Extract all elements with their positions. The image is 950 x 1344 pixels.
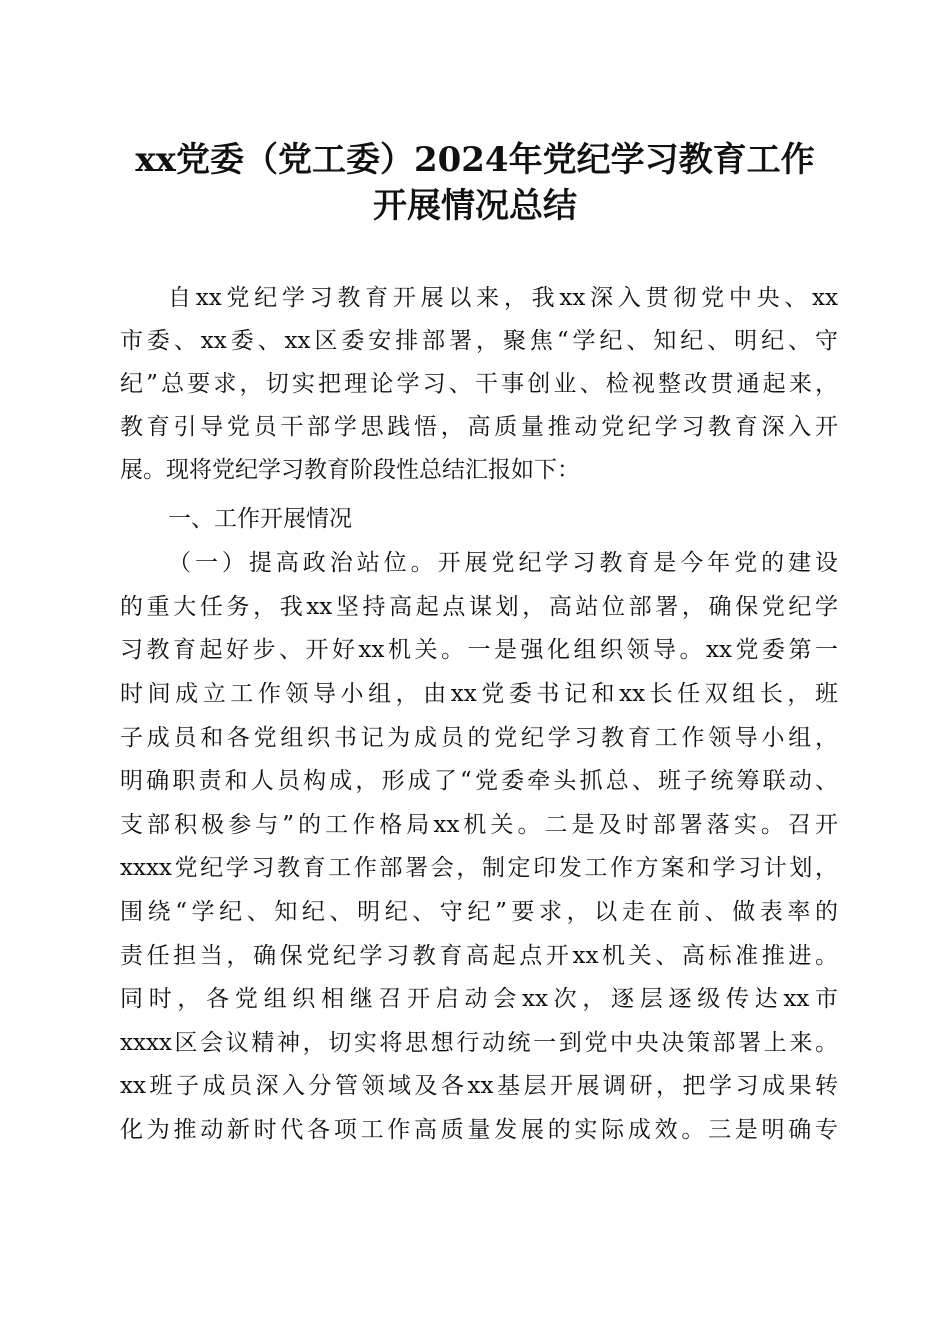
paragraph-line: 纪”总要求，切实把理论学习、干事创业、检视整改贯通起来， xyxy=(120,371,838,397)
document-title-line-1: xx党委（党工委）2024年党纪学习教育工作 xyxy=(135,140,815,180)
section-heading: 一、工作开展情况 xyxy=(168,506,352,532)
paragraph-line: 习教育起好步、开好xx机关。一是强化组织领导。xx党委第一 xyxy=(120,637,838,663)
paragraph-line: 教育引导党员干部学思践悟，高质量推动党纪学习教育深入开 xyxy=(120,414,838,440)
paragraph-line: 明确职责和人员构成，形成了“党委牵头抓总、班子统筹联动、 xyxy=(120,768,838,794)
paragraph-line: 围绕“学纪、知纪、明纪、守纪”要求，以走在前、做表率的 xyxy=(120,899,838,925)
paragraph-line: xxxx党纪学习教育工作部署会，制定印发工作方案和学习计划， xyxy=(120,855,838,881)
paragraph-line: 同时，各党组织相继召开启动会xx次，逐层逐级传达xx市 xyxy=(120,986,838,1012)
document-title-line-2: 开展情况总结 xyxy=(373,186,577,226)
paragraph-line: 支部积极参与”的工作格局xx机关。二是及时部署落实。召开 xyxy=(120,812,838,838)
paragraph-line: 时间成立工作领导小组，由xx党委书记和xx长任双组长，班 xyxy=(120,681,838,707)
paragraph-line: 展。现将党纪学习教育阶段性总结汇报如下： xyxy=(120,457,580,483)
paragraph-line: 自xx党纪学习教育开展以来，我xx深入贯彻党中央、xx xyxy=(168,285,838,311)
paragraph-line: 的重大任务，我xx坚持高起点谋划，高站位部署，确保党纪学 xyxy=(120,594,838,620)
paragraph-line: xxxx区会议精神，切实将思想行动统一到党中央决策部署上来。 xyxy=(120,1030,838,1056)
paragraph-line: 化为推动新时代各项工作高质量发展的实际成效。三是明确专 xyxy=(120,1117,838,1143)
paragraph-line: 子成员和各党组织书记为成员的党纪学习教育工作领导小组， xyxy=(120,725,838,751)
paragraph-line: 市委、xx委、xx区委安排部署，聚焦“学纪、知纪、明纪、守 xyxy=(120,328,838,354)
paragraph-line: xx班子成员深入分管领域及各xx基层开展调研，把学习成果转 xyxy=(120,1073,838,1099)
paragraph-line: 责任担当，确保党纪学习教育高起点开xx机关、高标准推进。 xyxy=(120,943,838,969)
paragraph-line: （一）提高政治站位。开展党纪学习教育是今年党的建设 xyxy=(168,550,838,576)
